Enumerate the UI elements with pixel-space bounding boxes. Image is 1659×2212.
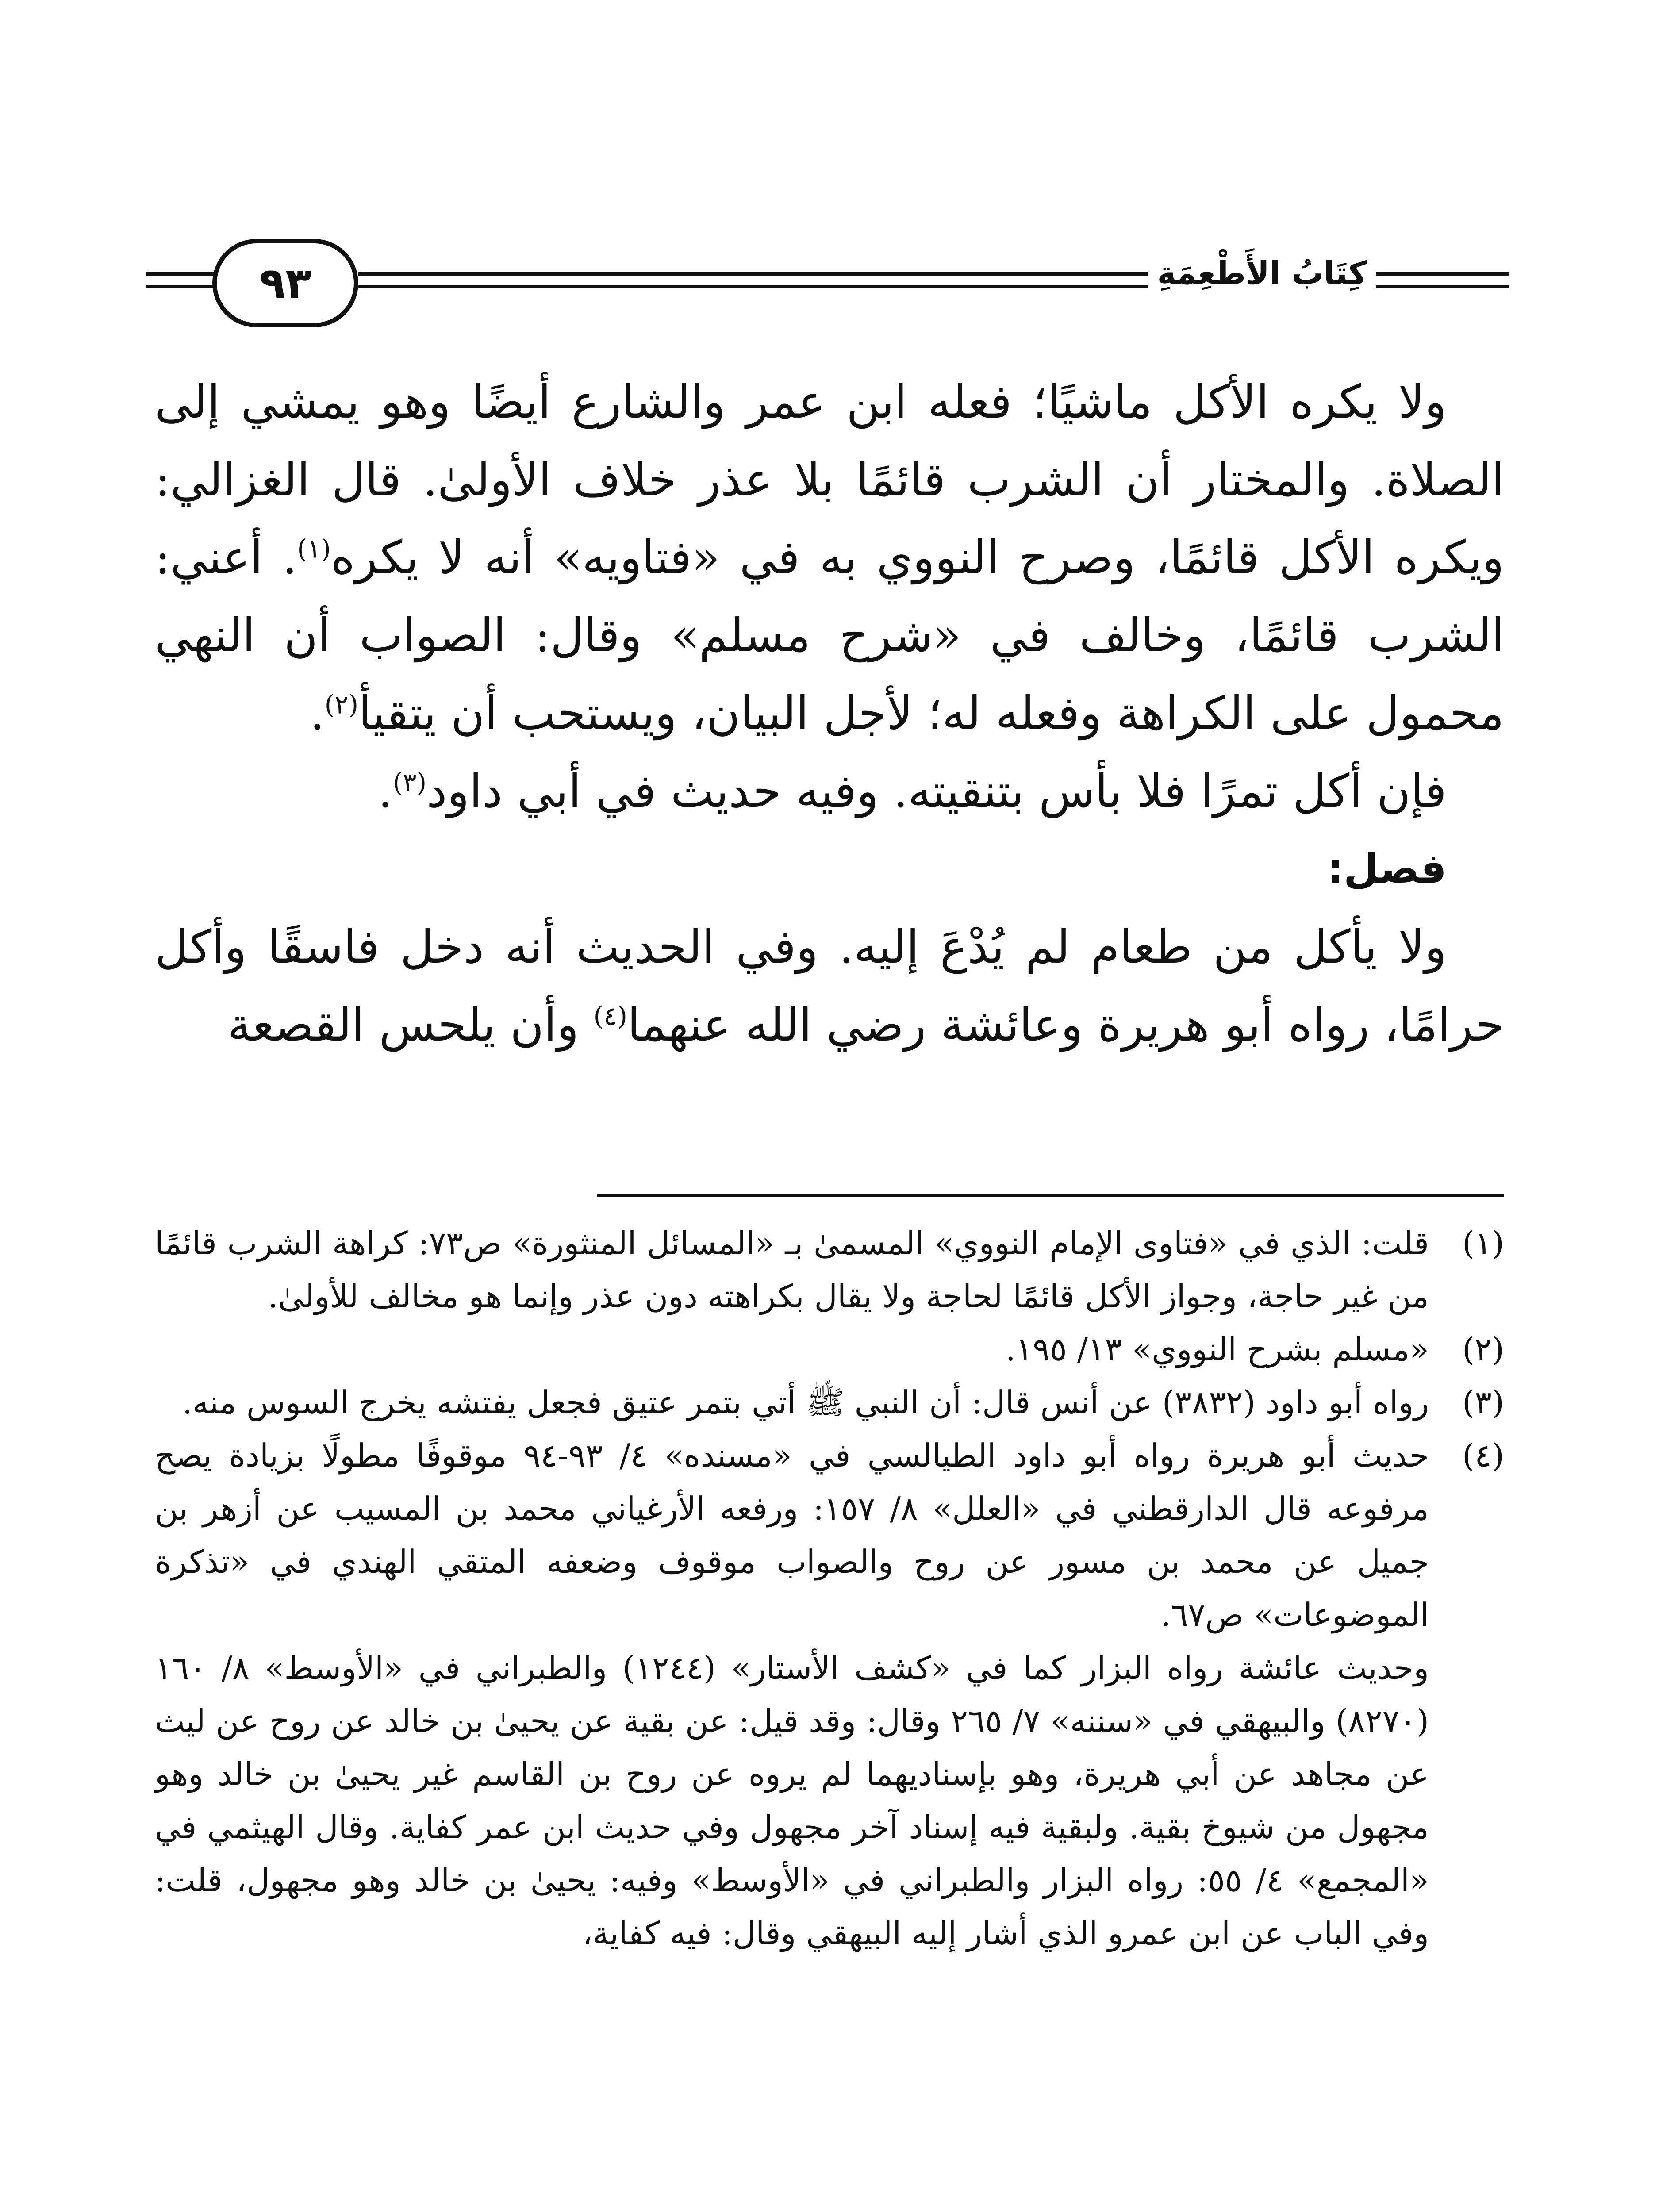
chapter-title: كِتَابُ الأَطْعِمَةِ bbox=[1148, 254, 1376, 292]
footnote-3 bbox=[155, 1376, 1504, 1429]
footnote-separator bbox=[597, 1194, 1504, 1197]
section-heading: فصل: bbox=[1327, 845, 1447, 892]
main-text bbox=[155, 363, 1504, 1064]
footnote-number: (٢) bbox=[1462, 1331, 1504, 1368]
paragraph-2-text-1: فإن أكل تمرًا فلا بأس بتنقيته. وفيه حديث في أبي داود bbox=[426, 764, 1447, 818]
paragraph-1-text-1: ولا يكره الأكل ماشيًا؛ فعله ابن عمر والشارع أيضًا وهو يمشي إلى الصلاة. والمختار أن الشرب قائمًا بلا عذر خلاف الأولىٰ. قال الغزالي: ويكره الأكل قائمًا، وصرح النووي به في «فتاويه» أنه لا يكره bbox=[155, 375, 1505, 584]
footnote-number: (١) bbox=[1462, 1225, 1504, 1262]
footnote-ref-4[interactable]: (٤) bbox=[593, 1001, 627, 1031]
paragraph-1-text-3: . bbox=[310, 686, 325, 740]
page-header bbox=[146, 230, 1509, 336]
footnote-2 bbox=[155, 1323, 1504, 1376]
footnote-text: قلت: الذي في «فتاوى الإمام النووي» المسمىٰ بـ «المسائل المنثورة» ص٧٣: كراهة الشرب قائمًا من غير حاجة، وجواز الأكل قائمًا لحاجة ولا يقال بكراهته دون عذر وإنما هو مخالف للأولىٰ. bbox=[155, 1225, 1429, 1315]
header-rule-top-left bbox=[146, 272, 217, 276]
paragraph-2 bbox=[155, 752, 1504, 830]
footnote-ref-1[interactable]: (١) bbox=[297, 534, 331, 564]
paragraph-3-text-1: ولا يأكل من طعام لم يُدْعَ إليه. وفي الحديث أنه دخل فاسقًا وأكل حرامًا، رواه أبو هريرة وعائشة رضي الله عنهما bbox=[155, 920, 1504, 1052]
footnote-1 bbox=[155, 1217, 1504, 1323]
paragraph-2-text-2: . bbox=[378, 764, 393, 818]
footnote-ref-3[interactable]: (٣) bbox=[392, 767, 427, 798]
footnote-text: حديث أبو هريرة رواه أبو داود الطيالسي في «مسنده» ٤/ ٩٣-٩٤ موقوفًا مطولًا بزيادة يصح مرفوعه قال الدارقطني في «العلل» ٨/ ١٥٧: ورفعه الأرغياني محمد بن المسيب عن أزهر بن جميل عن محمد بن مسور عن روح والصواب موقوف وضعفه المتقي الهندي في «تذكرة الموضوعات» ص٦٧. bbox=[155, 1437, 1429, 1633]
paragraph-1-text-2: . أعني: الشرب قائمًا، وخالف في «شرح مسلم» وقال: الصواب أن النهي محمول على الكراهة وفعله له؛ لأجل البيان، ويستحب أن يتقيأ bbox=[155, 530, 1504, 740]
footnotes bbox=[155, 1217, 1504, 1960]
paragraph-1 bbox=[155, 363, 1504, 752]
footnote-ref-2[interactable]: (٢) bbox=[324, 689, 359, 720]
footnote-number: (٤) bbox=[1462, 1437, 1504, 1474]
footnote-4 bbox=[155, 1429, 1504, 1641]
header-rule-bottom-left bbox=[146, 285, 217, 288]
paragraph-3-text-2: وأن يلحس القصعة bbox=[227, 998, 594, 1052]
footnote-4-continuation: وحديث عائشة رواه البزار كما في «كشف الأستار» (١٢٤٤) والطبراني في «الأوسط» ٨/ ١٦٠ (٨٢٧٠) والبيهقي في «سننه» ٧/ ٢٦٥ وقال: وقد قيل: عن بقية عن يحيىٰ بن خالد عن روح عن ليث عن مجاهد عن أبي هريرة، وهو بإسناديهما لم يروه عن روح بن القاسم غير يحيىٰ بن خالد وهو مجهول من شيوخ بقية. ولبقية فيه إسناد آخر مجهول وفي حديث ابن عمر كفاية. وقال الهيثمي في «المجمع» ٤/ ٥٥: رواه البزار والطبراني في «الأوسط» وفيه: يحيىٰ بن خالد وهو مجهول، قلت: وفي الباب عن ابن عمرو الذي أشار إليه البيهقي وقال: فيه كفاية، bbox=[155, 1649, 1429, 1952]
page-number: ٩٣ bbox=[212, 239, 358, 327]
footnote-text: رواه أبو داود (٣٨٣٢) عن أنس قال: أن النبي ﷺ أتي بتمر عتيق فجعل يفتشه يخرج السوس منه. bbox=[182, 1384, 1429, 1421]
footnote-text: «مسلم بشرح النووي» ١٣/ ١٩٥. bbox=[1005, 1331, 1429, 1368]
footnote-number: (٣) bbox=[1462, 1384, 1504, 1421]
paragraph-3 bbox=[155, 908, 1504, 1064]
